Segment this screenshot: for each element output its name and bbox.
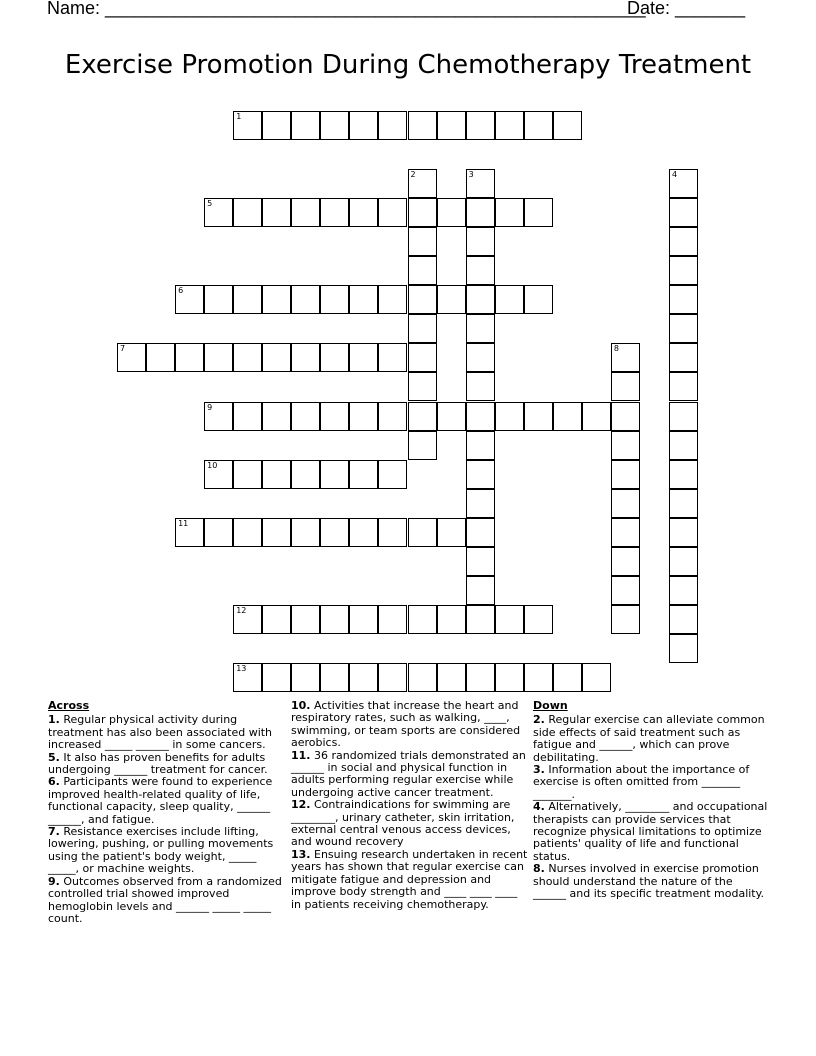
grid-cell[interactable]	[669, 518, 698, 547]
grid-cell[interactable]	[320, 663, 349, 692]
grid-cell[interactable]	[378, 285, 407, 314]
grid-cell[interactable]	[437, 198, 466, 227]
grid-cell[interactable]	[524, 198, 553, 227]
grid-cell[interactable]	[378, 663, 407, 692]
across-clue	[48, 776, 282, 826]
clue-text: Ensuing research undertaken in recent years has shown that regular exercise can mitigate fatigue and depression and improve body strength and ____ ____ ____ in patients receiving chemotherapy.	[291, 847, 528, 911]
grid-cell[interactable]	[466, 256, 495, 285]
clue-text: Outcomes observed from a randomized controlled trial showed improved hemoglobin levels and ______ _____ _____ count.	[48, 874, 282, 925]
grid-cell[interactable]	[524, 111, 553, 140]
grid-cell[interactable]	[466, 605, 495, 634]
across-clue	[291, 799, 529, 849]
grid-cell[interactable]	[524, 663, 553, 692]
grid-cell[interactable]	[291, 518, 320, 547]
grid-cell[interactable]	[233, 198, 262, 227]
grid-cell[interactable]	[320, 343, 349, 372]
grid-cell[interactable]	[669, 431, 698, 460]
down-clue	[533, 801, 769, 863]
grid-cell[interactable]	[349, 111, 378, 140]
down-clue	[533, 863, 769, 900]
grid-cell[interactable]	[669, 547, 698, 576]
grid-cell[interactable]	[378, 198, 407, 227]
across-clue	[48, 752, 282, 777]
clue-number: 6	[178, 286, 184, 296]
grid-cell[interactable]	[175, 518, 204, 547]
grid-cell[interactable]	[349, 343, 378, 372]
clue-text: Participants were found to experience improved health-related quality of life, functional capacity, sleep quality, ______ ______, and fatigue.	[48, 775, 273, 826]
clue-number: 12	[236, 605, 247, 615]
grid-cell[interactable]	[495, 285, 524, 314]
grid-cell[interactable]	[669, 372, 698, 401]
grid-cell[interactable]	[524, 402, 553, 431]
clue-number-label: 4.	[533, 800, 545, 814]
down-heading: Down	[533, 699, 568, 712]
grid-cell[interactable]	[466, 489, 495, 518]
grid-cell[interactable]	[466, 431, 495, 460]
grid-cell[interactable]	[320, 285, 349, 314]
grid-cell[interactable]	[378, 343, 407, 372]
across-clue	[48, 826, 282, 876]
grid-cell[interactable]	[233, 605, 262, 634]
grid-cell[interactable]	[320, 111, 349, 140]
grid-cell[interactable]	[466, 547, 495, 576]
grid-cell[interactable]	[408, 372, 437, 401]
grid-cell[interactable]	[495, 198, 524, 227]
grid-cell[interactable]	[466, 314, 495, 343]
grid-cell[interactable]	[378, 111, 407, 140]
grid-cell[interactable]	[466, 343, 495, 372]
clue-number: 10	[207, 460, 218, 470]
grid-cell[interactable]	[408, 256, 437, 285]
grid-cell[interactable]	[495, 111, 524, 140]
clue-number: 3	[468, 170, 474, 180]
grid-cell[interactable]	[408, 314, 437, 343]
grid-cell[interactable]	[611, 547, 640, 576]
grid-cell[interactable]	[233, 343, 262, 372]
grid-cell[interactable]	[349, 605, 378, 634]
grid-cell[interactable]	[466, 372, 495, 401]
grid-cell[interactable]	[582, 402, 611, 431]
clue-number-label: 11.	[291, 748, 311, 762]
grid-cell[interactable]	[466, 227, 495, 256]
grid-cell[interactable]	[408, 111, 437, 140]
clue-number-label: 13.	[291, 847, 311, 861]
grid-cell[interactable]	[262, 518, 291, 547]
grid-cell[interactable]	[524, 605, 553, 634]
clue-text: Regular physical activity during treatment has also been associated with increased _____ ______ in some cancers.	[48, 713, 273, 752]
grid-cell[interactable]	[349, 663, 378, 692]
grid-cell[interactable]	[669, 227, 698, 256]
down-clue-list	[533, 714, 769, 900]
grid-cell[interactable]	[320, 518, 349, 547]
grid-cell[interactable]	[466, 111, 495, 140]
grid-cell[interactable]	[669, 489, 698, 518]
grid-cell[interactable]	[669, 576, 698, 605]
grid-cell[interactable]	[291, 343, 320, 372]
grid-cell[interactable]	[349, 402, 378, 431]
across-clue	[291, 700, 529, 750]
grid-cell[interactable]	[378, 605, 407, 634]
clue-number-label: 1.	[48, 713, 60, 727]
grid-cell[interactable]	[408, 227, 437, 256]
grid-cell[interactable]	[495, 663, 524, 692]
grid-cell[interactable]	[553, 402, 582, 431]
clue-number: 5	[207, 199, 213, 209]
grid-cell[interactable]	[495, 402, 524, 431]
clue-text: Alternatively, ________ and occupational therapists can provide services that recognize physical limitations to optimize patients' quality of life and functional status.	[533, 800, 768, 863]
clue-number-label: 9.	[48, 874, 60, 888]
grid-cell[interactable]	[175, 285, 204, 314]
across-clue	[291, 750, 529, 800]
grid-cell[interactable]	[233, 111, 262, 140]
clue-number: 4	[671, 170, 678, 180]
clue-text: 36 randomized trials demonstrated an ______ in social and physical function in adults performing regular exercise while undergoing active cancer treatment.	[291, 748, 526, 799]
grid-cell[interactable]	[175, 343, 204, 372]
clue-text: Nurses involved in exercise promotion should understand the nature of the ______ and its specific treatment modality.	[533, 862, 765, 901]
grid-cell[interactable]	[611, 431, 640, 460]
grid-cell[interactable]	[204, 198, 233, 227]
grid-cell[interactable]	[669, 256, 698, 285]
grid-cell[interactable]	[291, 663, 320, 692]
across-clue	[48, 714, 282, 751]
clue-number-label: 2.	[533, 713, 545, 727]
grid-cell[interactable]	[669, 460, 698, 489]
clue-number: 7	[120, 344, 126, 354]
grid-cell[interactable]	[437, 111, 466, 140]
grid-cell[interactable]	[262, 198, 291, 227]
grid-cell[interactable]	[378, 402, 407, 431]
grid-cell[interactable]	[291, 111, 320, 140]
grid-cell[interactable]	[611, 402, 640, 431]
grid-cell[interactable]	[378, 460, 407, 489]
name-field-label: Name: ______________________________________________________	[47, 0, 646, 18]
grid-cell[interactable]	[233, 460, 262, 489]
page-title: Exercise Promotion During Chemotherapy Treatment	[64, 50, 752, 80]
grid-cell[interactable]	[204, 518, 233, 547]
grid-cell[interactable]	[611, 460, 640, 489]
grid-cell[interactable]	[466, 663, 495, 692]
grid-cell[interactable]	[524, 285, 553, 314]
grid-cell[interactable]	[408, 605, 437, 634]
clue-number: 11	[178, 518, 189, 528]
clue-text: It also has proven benefits for adults undergoing ______ treatment for cancer.	[48, 750, 268, 777]
clue-text: Resistance exercises include lifting, lowering, pushing, or pulling movements using the patient's body weight, _____ _____, or machine weights.	[48, 825, 274, 876]
grid-cell[interactable]	[233, 402, 262, 431]
grid-cell[interactable]	[204, 285, 233, 314]
grid-cell[interactable]	[204, 460, 233, 489]
grid-cell[interactable]	[466, 198, 495, 227]
date-field-label: Date: _______	[627, 0, 746, 18]
grid-cell[interactable]	[233, 285, 262, 314]
grid-cell[interactable]	[553, 663, 582, 692]
down-clue	[533, 764, 769, 801]
clue-number: 9	[207, 402, 213, 412]
grid-cell[interactable]	[408, 343, 437, 372]
grid-cell[interactable]	[262, 402, 291, 431]
grid-cell[interactable]	[466, 285, 495, 314]
grid-cell[interactable]	[582, 663, 611, 692]
clue-text: Activities that increase the heart and respiratory rates, such as walking, ____, swimming, or team sports are considered aerobics.	[291, 699, 521, 750]
clue-number-label: 12.	[291, 798, 311, 812]
grid-cell[interactable]	[669, 198, 698, 227]
across-clues-column	[48, 700, 282, 925]
grid-cell[interactable]	[466, 460, 495, 489]
grid-cell[interactable]	[669, 314, 698, 343]
grid-cell[interactable]	[611, 605, 640, 634]
clue-number-label: 7.	[48, 825, 60, 839]
clue-number-label: 3.	[533, 763, 545, 777]
grid-cell[interactable]	[669, 169, 698, 198]
clue-number-label: 5.	[48, 750, 60, 764]
grid-cell[interactable]	[204, 343, 233, 372]
grid-cell[interactable]	[466, 518, 495, 547]
grid-cell[interactable]	[408, 663, 437, 692]
clue-number: 2	[410, 170, 416, 180]
grid-cell[interactable]	[262, 460, 291, 489]
grid-cell[interactable]	[262, 663, 291, 692]
across-heading: Across	[48, 699, 90, 712]
grid-cell[interactable]	[291, 460, 320, 489]
grid-cell[interactable]	[291, 402, 320, 431]
grid-cell[interactable]	[262, 285, 291, 314]
grid-cell[interactable]	[349, 518, 378, 547]
grid-cell[interactable]	[669, 605, 698, 634]
grid-cell[interactable]	[320, 402, 349, 431]
clue-number: 13	[236, 663, 247, 673]
grid-cell[interactable]	[611, 372, 640, 401]
clue-number-label: 6.	[48, 775, 60, 789]
grid-cell[interactable]	[320, 605, 349, 634]
clue-text: Regular exercise can alleviate common side effects of said treatment such as fatigue and ______, which can prove debilitating.	[533, 713, 765, 764]
grid-cell[interactable]	[437, 663, 466, 692]
grid-cell[interactable]	[349, 285, 378, 314]
down-clue	[533, 714, 769, 764]
clue-number-label: 8.	[533, 862, 545, 876]
grid-cell[interactable]	[466, 402, 495, 431]
grid-cell[interactable]	[466, 576, 495, 605]
grid-cell[interactable]	[408, 285, 437, 314]
grid-cell[interactable]	[611, 489, 640, 518]
grid-cell[interactable]	[437, 402, 466, 431]
grid-cell[interactable]	[349, 460, 378, 489]
grid-cell[interactable]	[262, 111, 291, 140]
grid-cell[interactable]	[437, 285, 466, 314]
grid-cell[interactable]	[233, 518, 262, 547]
grid-cell[interactable]	[466, 169, 495, 198]
across-clue	[291, 849, 529, 911]
grid-cell[interactable]	[117, 343, 146, 372]
grid-cell[interactable]	[291, 198, 320, 227]
across-clue-list	[48, 714, 282, 925]
grid-cell[interactable]	[320, 460, 349, 489]
grid-cell[interactable]	[611, 518, 640, 547]
grid-cell[interactable]	[611, 343, 640, 372]
grid-cell[interactable]	[349, 198, 378, 227]
grid-cell[interactable]	[291, 605, 320, 634]
grid-cell[interactable]	[437, 605, 466, 634]
grid-cell[interactable]	[669, 285, 698, 314]
grid-cell[interactable]	[204, 402, 233, 431]
grid-cell[interactable]	[408, 431, 437, 460]
grid-cell[interactable]	[408, 518, 437, 547]
grid-cell[interactable]	[262, 343, 291, 372]
grid-cell[interactable]	[669, 402, 698, 431]
grid-cell[interactable]	[408, 198, 437, 227]
grid-cell[interactable]	[611, 576, 640, 605]
clue-number-label: 10.	[291, 699, 311, 712]
clue-text: Contraindications for swimming are ________, urinary catheter, skin irritation, external central venous access devices, and wound recovery	[291, 798, 515, 849]
clue-text: Information about the importance of exercise is often omitted from _______ _______.	[533, 763, 750, 801]
grid-cell[interactable]	[291, 285, 320, 314]
grid-cell[interactable]	[437, 518, 466, 547]
across-clue	[48, 876, 282, 926]
across-clues-column-continued	[291, 700, 529, 911]
grid-cell[interactable]	[233, 663, 262, 692]
clue-number: 1	[236, 112, 242, 121]
grid-cell[interactable]	[553, 111, 582, 140]
across-clue-list-continued	[291, 700, 529, 911]
grid-cell[interactable]	[378, 518, 407, 547]
grid-cell[interactable]	[320, 198, 349, 227]
clue-number: 8	[613, 344, 619, 354]
grid-cell[interactable]	[495, 605, 524, 634]
grid-cell[interactable]	[408, 169, 437, 198]
grid-cell[interactable]	[669, 343, 698, 372]
grid-cell[interactable]	[262, 605, 291, 634]
grid-cell[interactable]	[669, 634, 698, 663]
down-clues-column	[533, 700, 769, 901]
grid-cell[interactable]	[408, 402, 437, 431]
grid-cell[interactable]	[146, 343, 175, 372]
